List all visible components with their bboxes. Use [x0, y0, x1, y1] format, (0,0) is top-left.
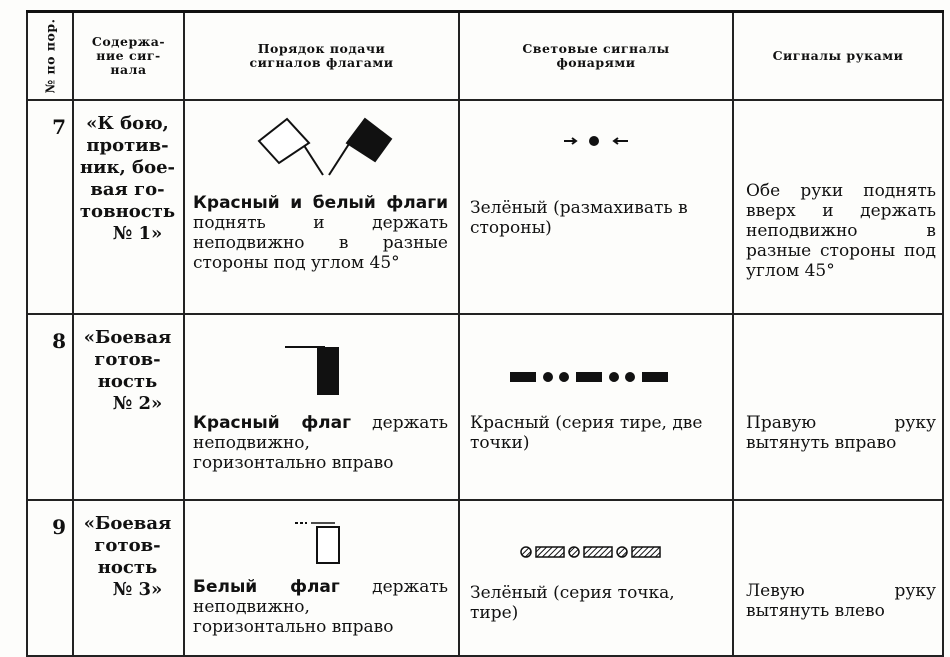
header-flags: Порядок подачи сигналов флагами — [184, 12, 459, 100]
table-row — [27, 314, 943, 500]
lantern-wave-icon — [556, 125, 636, 155]
red-flag-icon — [277, 341, 367, 401]
white-flag-icon — [277, 515, 367, 571]
dash-dot-series-icon — [506, 367, 686, 387]
flag-cell: Красный флаг держать неподвижно, горизонтально вправо — [184, 314, 459, 500]
header-num: № по пор. — [27, 12, 73, 100]
flag-cell: Красный и белый флаги поднять и держать неподвижно в разные стороны под углом 45° — [184, 100, 459, 314]
flag-cell: Белый флаг держать неподвижно, горизонтально вправо — [184, 500, 459, 656]
light-cell: Красный (серия тире, две точки) — [459, 314, 733, 500]
table-row — [27, 500, 943, 656]
header-hands: Сигналы руками — [733, 12, 943, 100]
signals-table — [26, 10, 944, 657]
hand-cell: Правую руку вытянуть вправо — [733, 314, 943, 500]
signal-title: «Боевая готов- ность № 3» — [73, 500, 184, 656]
two-flags-icon — [237, 105, 407, 187]
row-number: 7 — [27, 100, 73, 314]
dot-dash-series-icon — [516, 543, 676, 561]
row-number: 8 — [27, 314, 73, 500]
light-cell: Зелёный (серия точка, тире) — [459, 500, 733, 656]
light-cell: Зелёный (размахивать в стороны) — [459, 100, 733, 314]
signal-title: «Боевая готов- ность № 2» — [73, 314, 184, 500]
header-lights: Световые сигналы фонарями — [459, 12, 733, 100]
hand-cell: Обе руки поднять вверх и держать неподвижно в разные стороны под углом 45° — [733, 100, 943, 314]
header-row — [27, 12, 943, 100]
hand-cell: Левую руку вытянуть влево — [733, 500, 943, 656]
header-content: Содержа-ние сиг-нала — [73, 12, 184, 100]
table-row — [27, 100, 943, 314]
signal-title: «К бою, против- ник, бое- вая го- товность № 1» — [73, 100, 184, 314]
row-number: 9 — [27, 500, 73, 656]
